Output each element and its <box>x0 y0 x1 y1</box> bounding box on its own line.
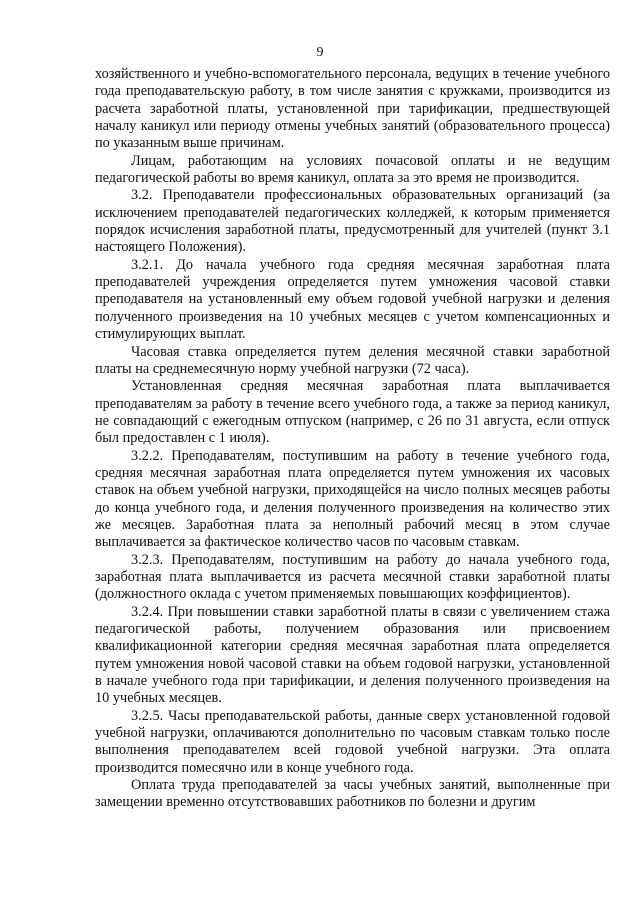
paragraph-established-salary: Установленная средняя месячная заработная плата выплачивается преподавателям за работу в течение всего учебного года, а также за период каникул, не совпадающий с ежегодным отпуском (например, с 26 по 31 августа, если отпуск был предоставлен с 1 июля). <box>95 378 610 447</box>
paragraph-hourly-rate: Часовая ставка определяется путем деления месячной ставки заработной платы на среднемесячную норму учебной нагрузки (72 часа). <box>95 343 610 377</box>
paragraph-3-2-1: 3.2.1. До начала учебного года средняя месячная заработная плата преподавателей учреждения определяется путем умножения часовой ставки преподавателя на установленный ему объем годовой учебной нагрузки и деления полученного произведения на 10 учебных месяцев с учетом компенсационных и стимулирующих выплат. <box>95 256 610 343</box>
page-number: 9 <box>316 45 324 60</box>
paragraph-hourly-pay-note: Лицам, работающим на условиях почасовой оплаты и не ведущим педагогической работы во время каникул, оплата за это время не производится. <box>95 152 610 187</box>
paragraph-3-2: 3.2. Преподаватели профессиональных образовательных организаций (за исключением преподавателей педагогических колледжей, к которым применяется порядок исчисления заработной платы, предусмотренный для учителей (пункт 3.1 настоящего Положения). <box>95 187 610 256</box>
paragraph-substitution-pay: Оплата труда преподавателей за часы учебных занятий, выполненные при замещении временно отсутствовавших работников по болезни и другим <box>95 777 610 811</box>
paragraph-3-2-3: 3.2.3. Преподавателям, поступившим на работу до начала учебного года, заработная плата выплачивается из расчета месячной ставки заработной платы (должностного оклада с учетом применяемых повышающих коэффициентов). <box>95 551 610 603</box>
paragraph-continuation: хозяйственного и учебно-вспомогательного персонала, ведущих в течение учебного года преподавательскую работу, в том числе занятия с кружками, производится из расчета заработной платы, установленной при тарификации, предшествующей началу каникул или периоду отмены учебных занятий (образовательного процесса) по указанным выше причинам. <box>95 66 610 152</box>
paragraph-3-2-2: 3.2.2. Преподавателям, поступившим на работу в течение учебного года, средняя месячная заработная плата определяется путем умножения их часовых ставок на объем учебной нагрузки, приходящейся на число полных месяцев работы до конца учебного года, и деления полученного произведения на количество этих же месяцев. Заработная плата за неполный рабочий месяц в этом случае выплачивается за фактическое количество часов по часовым ставкам. <box>95 447 610 551</box>
document-body <box>95 66 610 812</box>
paragraph-3-2-5: 3.2.5. Часы преподавательской работы, данные сверх установленной годовой учебной нагрузки, оплачиваются дополнительно по часовым ставкам только после выполнения преподавателем всей годовой учебной нагрузки. Эта оплата производится помесячно или в конце учебного года. <box>95 707 610 776</box>
paragraph-3-2-4: 3.2.4. При повышении ставки заработной платы в связи с увеличением стажа педагогической работы, получением образования или присвоением квалификационной категории средняя месячная заработная плата определяется путем умножения новой часовой ставки на объем годовой нагрузки, установленной в начале учебного года при тарификации, и деления полученного произведения на 10 учебных месяцев. <box>95 603 610 707</box>
